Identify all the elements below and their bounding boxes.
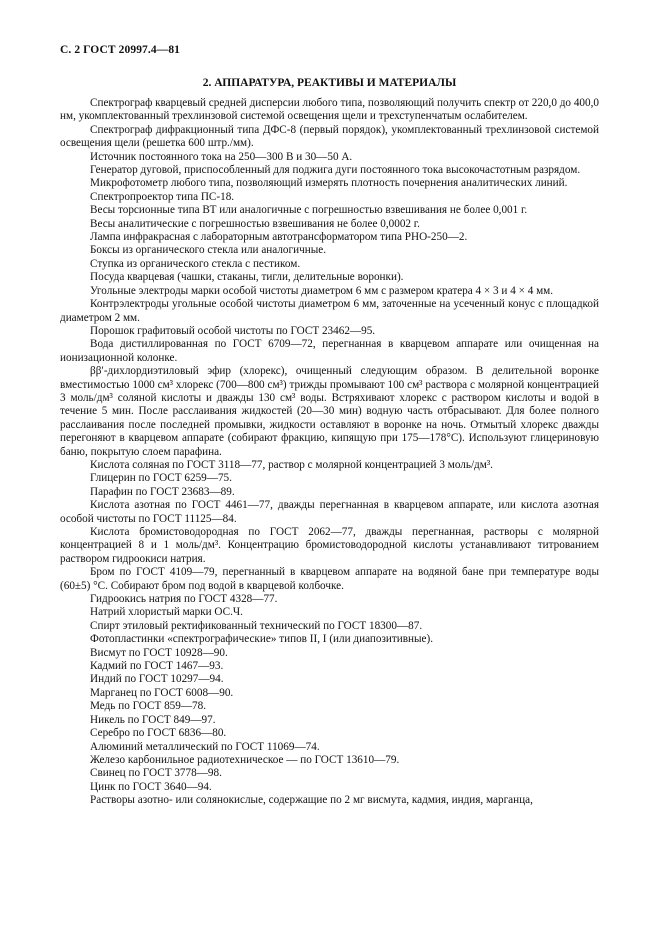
- paragraph: Микрофотометр любого типа, позволяющий измерять плотность почернения аналитических линий.: [90, 177, 568, 190]
- paragraph: Весы аналитические с погрешностью взвешивания не более 0,0002 г.: [90, 217, 420, 230]
- paragraph: Алюминий металлический по ГОСТ 11069—74.: [90, 740, 320, 753]
- paragraph: Посуда кварцевая (чашки, стаканы, тигли, делительные воронки).: [90, 271, 404, 284]
- paragraph: Спектрограф кварцевый средней дисперсии любого типа, позволяющий получить спектр от 220,0 до 400,0 нм, укомплектованный трехлинзовой системой освещения щели и трехступенчатым ослабителем.: [60, 97, 599, 123]
- paragraph: Растворы азотно- или солянокислые, содержащие по 2 мг висмута, кадмия, индия, марганца,: [90, 794, 533, 807]
- paragraph: Глицерин по ГОСТ 6259—75.: [90, 472, 232, 485]
- paragraph: Угольные электроды марки особой чистоты диаметром 6 мм с размером кратера 4 × 3 и 4 × 4 мм.: [90, 284, 554, 297]
- paragraph: Боксы из органического стекла или аналогичные.: [90, 244, 326, 257]
- paragraph: Железо карбонильное радиотехническое — по ГОСТ 13610—79.: [90, 753, 400, 766]
- paragraph: Фотопластинки «спектрографические» типов II, I (или диапозитивные).: [90, 633, 434, 646]
- paragraph: Спектрограф дифракционный типа ДФС-8 (первый порядок), укомплектованный трехлинзовой системой освещения щели (решетка 600 штр./мм).: [60, 123, 599, 150]
- paragraph: Натрий хлористый марки ОС.Ч.: [90, 606, 243, 619]
- paragraph: Гидроокись натрия по ГОСТ 4328—77.: [90, 593, 278, 606]
- paragraph: Кадмий по ГОСТ 1467—93.: [90, 660, 224, 673]
- paragraph: Бром по ГОСТ 4109—79, перегнанный в кварцевом аппарате на водяной бане при температуре воды (60±5) °С. Собирают бром под водой в кварцевой колбочке.: [60, 566, 599, 592]
- paragraph: Ступка из органического стекла с пестиком.: [90, 257, 301, 270]
- paragraph: Вода дистиллированная по ГОСТ 6709—72, перегнанная в кварцевом аппарате или очищенная на ионизационной колонке.: [60, 338, 599, 364]
- paragraph: Индий по ГОСТ 10297—94.: [90, 673, 224, 686]
- paragraph: Никель по ГОСТ 849—97.: [90, 713, 216, 726]
- paragraph: Контрэлектроды угольные особой чистоты диаметром 6 мм, заточенные на усеченный конус с площадкой диаметром 2 мм.: [60, 298, 599, 324]
- paragraph: Спирт этиловый ректификованный технический по ГОСТ 18300—87.: [90, 619, 423, 632]
- paragraph: Парафин по ГОСТ 23683—89.: [90, 485, 235, 498]
- paragraph: Висмут по ГОСТ 10928—90.: [90, 646, 228, 659]
- page-header: С. 2 ГОСТ 20997.4—81: [60, 44, 181, 56]
- paragraph: Цинк по ГОСТ 3640—94.: [90, 780, 212, 793]
- paragraph: Кислота соляная по ГОСТ 3118—77, раствор с молярной концентрацией 3 моль/дм³.: [90, 458, 493, 471]
- document-body: [60, 97, 599, 808]
- paragraph: Спектропроектор типа ПС-18.: [90, 190, 235, 203]
- paragraph: Кислота азотная по ГОСТ 4461—77, дважды перегнанная в кварцевом аппарате, или кислота азотная особой чистоты по ГОСТ 11125—84.: [60, 499, 599, 525]
- paragraph: Свинец по ГОСТ 3778—98.: [90, 767, 222, 780]
- paragraph: Лампа инфракрасная с лабораторным автотрансформатором типа РНО-250—2.: [90, 231, 468, 244]
- paragraph: Порошок графитовый особой чистоты по ГОСТ 23462—95.: [90, 324, 376, 337]
- paragraph: ββ′-дихлордиэтиловый эфир (хлорекс), очищенный следующим образом. В делительной воронке вместимостью 1000 см³ хлорекс (700—800 см³) трижды промывают 100 см³ раствора с молярной концентрацией 3 моль/дм³ соляной кислоты и дважды 130 см³ воды. Встряхивают хлорекс с раствором кислоты и водой в течение 5 мин. После расслаивания жидкостей (20—30 мин) водную часть отбрасывают. Для более полного расслаивания после последней промывки, жидкости оставляют в воронке на ночь. Отмытый хлорекс дважды перегоняют в кварцевом аппарате (собирают фракцию, кипящую при 175—178°С). Используют глицериновую баню, покрытую слоем парафина.: [60, 365, 599, 458]
- paragraph: Источник постоянного тока на 250—300 В и 30—50 А.: [90, 150, 353, 163]
- paragraph: Марганец по ГОСТ 6008—90.: [90, 686, 234, 699]
- paragraph: Весы торсионные типа ВТ или аналогичные с погрешностью взвешивания не более 0,001 г.: [90, 204, 528, 217]
- paragraph: Медь по ГОСТ 859—78.: [90, 700, 207, 713]
- paragraph: Генератор дуговой, приспособленный для поджига дуги постоянного тока высокочастотным разрядом.: [90, 164, 581, 177]
- section-title: 2. АППАРАТУРА, РЕАКТИВЫ И МАТЕРИАЛЫ: [202, 77, 457, 89]
- paragraph: Серебро по ГОСТ 6836—80.: [90, 727, 227, 740]
- paragraph: Кислота бромистоводородная по ГОСТ 2062—77, дважды перегнанная, растворы с молярной концентрацией 8 и 1 моль/дм³. Концентрацию бромистоводородной кислоты устанавливают титрованием раствором гидроокиси натрия.: [60, 526, 599, 565]
